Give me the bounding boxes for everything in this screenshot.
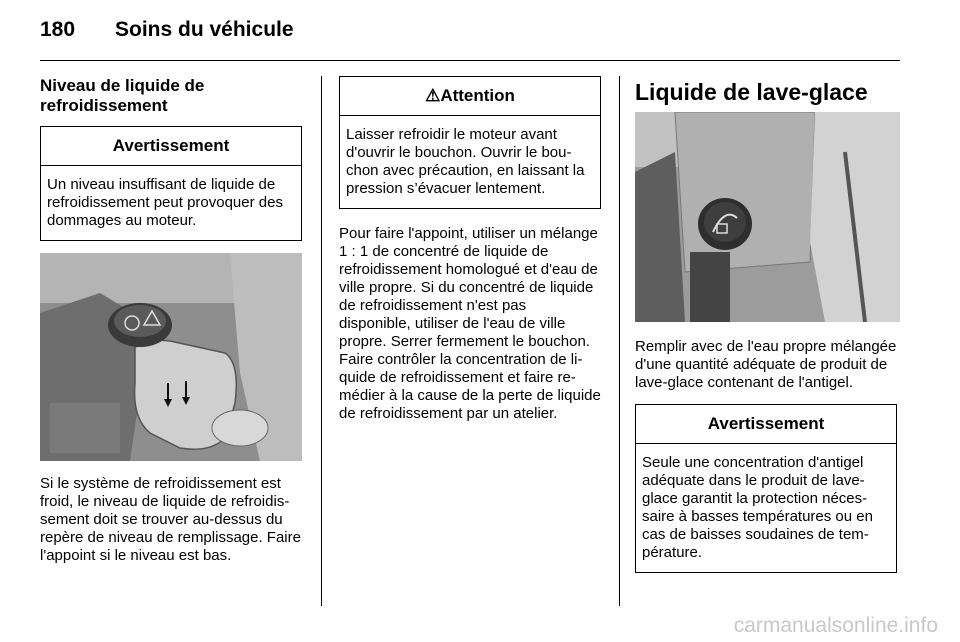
washer-fluid-heading: Liquide de lave-glace bbox=[635, 79, 868, 105]
coolant-heading: Niveau de liquide de refroidissement bbox=[40, 76, 205, 115]
attention-title-text: Attention bbox=[440, 86, 515, 105]
coolant-reservoir-photo bbox=[40, 253, 302, 461]
coolant-warning-text: Un niveau insuffisant de liquide de refroidissement peut provoquer des dommages au moteur. bbox=[47, 176, 283, 229]
attention-text: Laisser refroidir le moteur avant d'ouvrir le bouchon. Ouvrir le bouchon avec précaution, en laissant la pression s’évacuer lentement. bbox=[346, 126, 585, 197]
page-header bbox=[40, 18, 294, 42]
column-2 bbox=[339, 76, 601, 423]
page-title: Soins du véhicule bbox=[115, 18, 294, 41]
coolant-reservoir-image bbox=[40, 253, 302, 461]
washer-fluid-text: Remplir avec de l'eau propre mélangée d'une quantité adéquate de produit de lave-glace contenant de l'antigel. bbox=[635, 338, 897, 391]
attention-title bbox=[340, 77, 600, 116]
washer-warning-text: Seule une concentration d'antigel adéquate dans le produit de lave-glace garantit la protection nécessaire à basses températures ou en cas de baisses soudaines de température. bbox=[642, 454, 873, 561]
column-divider-1 bbox=[321, 76, 322, 606]
column-3 bbox=[635, 76, 897, 573]
washer-warning-box bbox=[635, 404, 897, 573]
washer-warning-title: Avertissement bbox=[636, 405, 896, 444]
page-number: 180 bbox=[40, 18, 76, 41]
washer-fluid-image bbox=[635, 112, 900, 322]
column-divider-2 bbox=[619, 76, 620, 606]
column-1 bbox=[40, 76, 302, 565]
attention-box bbox=[339, 76, 601, 209]
watermark: carmanualsonline.info bbox=[733, 614, 938, 637]
washer-fluid-photo bbox=[635, 112, 900, 322]
warning-triangle-icon: ⚠ bbox=[425, 86, 441, 105]
coolant-refill-text: Pour faire l'appoint, utiliser un mélange 1 : 1 de concentré de liquide de refroidissement homologué et d'eau de ville propre. Si du concentré de liquide de refroidissement n'est pas disponible, utiliser de l'eau de ville propre. Serrer fermement le bouchon. Faire contrôler la concentration de liquide de refroidissement et faire remédier à la cause de la perte de liquide de refroidissement par un atelier. bbox=[339, 225, 601, 422]
coolant-warning-box bbox=[40, 126, 302, 241]
coolant-warning-title: Avertissement bbox=[41, 127, 301, 166]
coolant-level-text: Si le système de refroidissement est froid, le niveau de liquide de refroidissement doit se trouver au-dessus du repère de niveau de remplissage. Faire l'appoint si le niveau est bas. bbox=[40, 475, 301, 564]
header-rule bbox=[40, 60, 900, 61]
